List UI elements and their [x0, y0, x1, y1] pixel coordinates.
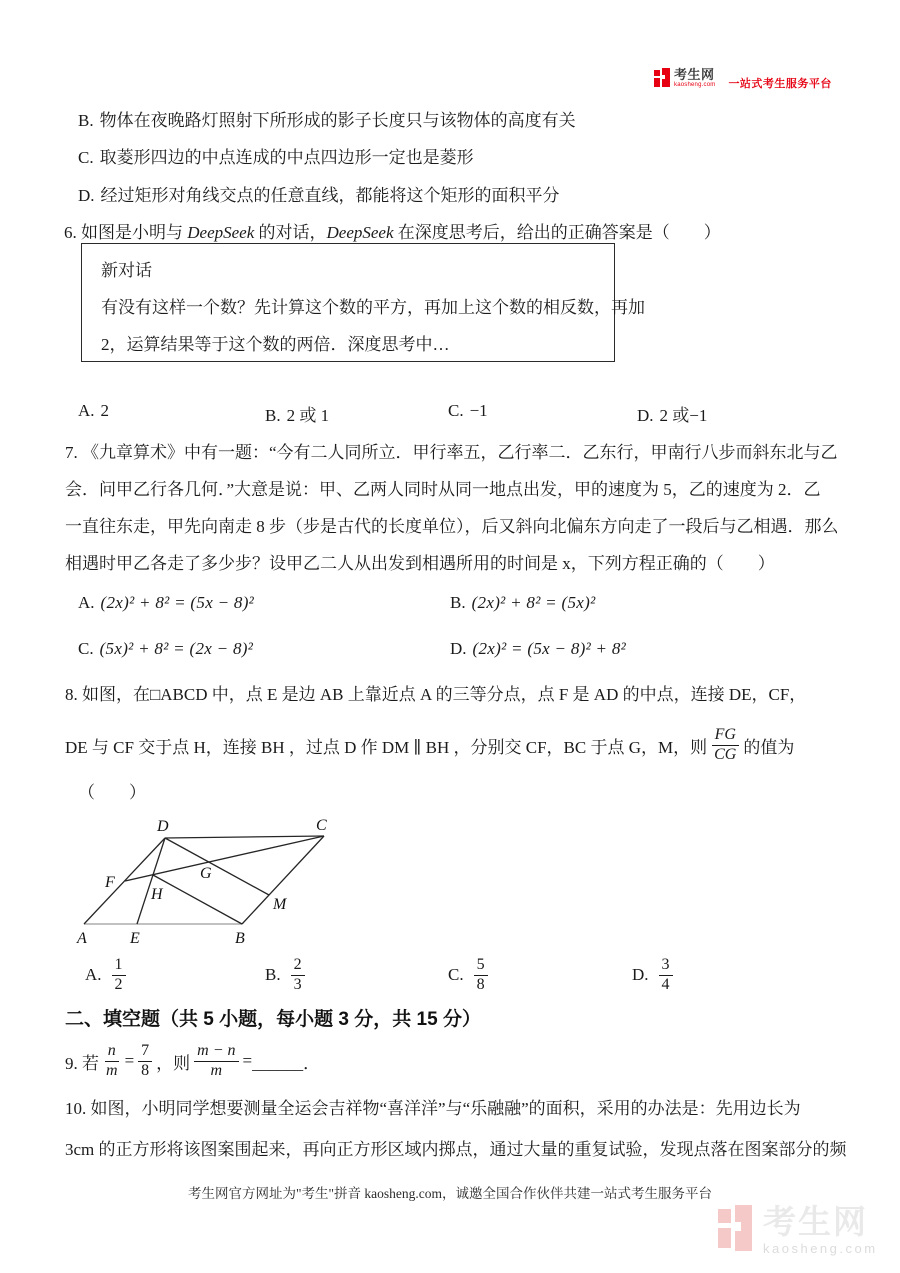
vertex-label-f: F — [105, 874, 115, 891]
option-label: B. — [450, 593, 466, 612]
q7-option-a — [78, 593, 450, 613]
fraction-7-8 — [138, 1042, 152, 1080]
q5-option-b — [78, 106, 576, 131]
option-label: D. — [632, 965, 649, 984]
q6-option-c — [448, 401, 637, 426]
option-label: A. — [78, 593, 95, 612]
fraction-denominator: 2 — [114, 975, 123, 993]
option-label: D. — [78, 186, 95, 205]
fraction-numerator: 3 — [659, 956, 673, 975]
option-text: 2 — [100, 401, 110, 420]
watermark-brand-name: 考生网 — [763, 1203, 868, 1240]
option-formula: (2x)² + 8² = (5x)² — [471, 593, 596, 612]
fraction-numerator: n — [105, 1042, 119, 1061]
option-formula: (2x)² + 8² = (5x − 8)² — [100, 593, 255, 612]
option-text: 2 或−1 — [659, 406, 708, 425]
q8-line1: 8. 如图，在□ABCD 中，点 E 是边 AB 上靠近点 A 的三等分点，点 F 是 AD 的中点，连接 DE，CF， — [65, 685, 807, 704]
logo-tagline: 一站式考生服务平台 — [728, 78, 832, 90]
fraction-fg-cg — [711, 726, 739, 764]
watermark-domain: kaosheng.com — [763, 1241, 878, 1256]
q10-stem — [65, 1088, 847, 1170]
option-text: −1 — [469, 401, 488, 420]
q7-option-c — [78, 639, 450, 659]
equals-sign: = — [124, 1051, 135, 1070]
q9-stem — [65, 1035, 320, 1087]
dialog-line: 2，运算结果等于这个数的两倍．深度思考中… — [101, 335, 450, 354]
q7-option-b — [450, 593, 868, 613]
option-text: 2 或 1 — [286, 406, 330, 425]
fraction-numerator: 7 — [138, 1042, 152, 1061]
vertex-label-h: H — [151, 886, 163, 903]
option-text: 物体在夜晚路灯照射下所形成的影子长度只与该物体的高度有关 — [99, 111, 576, 130]
fraction-numerator: m − n — [194, 1042, 238, 1061]
vertex-label-a: A — [77, 930, 87, 947]
option-label: A. — [78, 401, 95, 420]
q7-line: 会．问甲乙行各几何．”大意是说：甲、乙两人同时从同一地点出发，甲的速度为 5，乙的速度为 2．乙 — [65, 480, 821, 499]
q8-option-b — [265, 956, 448, 994]
kaosheng-h-icon-watermark — [718, 1205, 754, 1251]
q6-stem-mid: 的对话， — [254, 223, 327, 242]
q7-option-d — [450, 639, 868, 659]
vertex-label-e: E — [130, 930, 140, 947]
option-text: 取菱形四边的中点连成的中点四边形一定也是菱形 — [99, 148, 474, 167]
logo-brand-name: 考生网 — [674, 67, 715, 82]
q7-options-grid — [78, 580, 868, 672]
q8-line2-pre: DE 与 CF 交于点 H，连接 BH ，过点 D 作 DM ∥ BH ，分别交 CF，BC 于点 G，M，则 — [65, 737, 708, 757]
q6-option-a — [78, 401, 265, 426]
q5-option-c — [78, 143, 474, 168]
q8-line2-post: 的值为 — [743, 737, 795, 757]
q10-line: 10. 如图，小明同学想要测量全运会吉祥物“喜洋洋”与“乐融融”的面积，采用的办法是：先用边长为 — [65, 1099, 801, 1118]
deepseek-name: DeepSeek — [326, 223, 394, 242]
fraction-numerator: 5 — [474, 956, 488, 975]
answer-blank: ______． — [252, 1053, 321, 1073]
section2-title: 二、填空题（共 5 小题，每小题 3 分，共 15 分） — [65, 1009, 481, 1030]
q5-option-d — [78, 181, 560, 206]
fraction-numerator: 2 — [291, 956, 305, 975]
q6-stem-pre: 6. 如图是小明与 — [64, 223, 188, 242]
deepseek-dialog-box — [81, 243, 645, 362]
q6-stem-post: 在深度思考后，给出的正确答案是（ ） — [393, 223, 721, 242]
kaosheng-logo — [654, 68, 832, 91]
logo-domain: kaosheng.com — [674, 82, 716, 88]
vertex-label-c: C — [316, 817, 327, 834]
q8-option-d — [632, 956, 875, 994]
fraction-numerator: FG — [712, 726, 739, 745]
q7-line: 一直往东走，甲先向南走 8 步（步是古代的长度单位），后又斜向北偏东方向走了一段后与乙相遇．那么 — [65, 517, 839, 536]
dialog-title: 新对话 — [101, 261, 152, 280]
parallelogram-figure — [64, 806, 364, 966]
q7-line: 相遇时甲乙各走了多少步？设甲乙二人从出发到相遇所用的时间是 x，下列方程正确的（ ） — [65, 554, 775, 573]
option-formula: (2x)² = (5x − 8)² + 8² — [472, 639, 627, 658]
fraction-denominator: 3 — [293, 975, 302, 993]
q6-option-b — [265, 401, 448, 426]
deepseek-name: DeepSeek — [187, 223, 255, 242]
option-label: B. — [78, 111, 94, 130]
option-label: C. — [448, 401, 464, 420]
q7-stem — [65, 434, 839, 582]
q6-stem — [64, 218, 721, 243]
q8-options-row — [85, 950, 875, 1000]
option-text: 经过矩形对角线交点的任意直线，都能将这个矩形的面积平分 — [100, 186, 560, 205]
fraction-denominator: m — [210, 1061, 223, 1079]
option-label: B. — [265, 965, 281, 984]
fraction-numerator: 1 — [112, 956, 126, 975]
q6-option-d — [637, 401, 868, 426]
q10-line: 3cm 的正方形将该图案围起来，再向正方形区域内掷点，通过大量的重复试验，发现点落在图案部分的频 — [65, 1140, 847, 1159]
fraction-denominator: 8 — [141, 1061, 150, 1079]
vertex-label-g: G — [200, 865, 212, 882]
fraction-denominator: CG — [714, 745, 737, 763]
fraction-denominator: m — [106, 1061, 118, 1079]
dialog-line: 有没有这样一个数？先计算这个数的平方，再加上这个数的相反数，再加 — [101, 298, 645, 317]
option-formula: (5x)² + 8² = (2x − 8)² — [99, 639, 254, 658]
footer-text: 考生网官方网址为"考生"拼音 kaosheng.com，诚邀全国合作伙伴共建一站式考生服务平台 — [187, 1186, 712, 1201]
q8-line2 — [65, 722, 794, 768]
option-label: C. — [78, 148, 94, 167]
vertex-label-m: M — [273, 896, 287, 913]
kaosheng-h-icon — [654, 68, 671, 87]
equals-sign: = — [242, 1051, 253, 1070]
option-label: B. — [265, 406, 281, 425]
q8-option-a — [85, 956, 265, 994]
option-label: D. — [637, 406, 654, 425]
option-label: C. — [78, 639, 94, 658]
option-label: C. — [448, 965, 464, 984]
q8-option-c — [448, 956, 632, 994]
fraction-denominator: 8 — [476, 975, 485, 993]
q7-line: 7. 《九章算术》中有一题：“今有二人同所立．甲行率五，乙行率二．乙东行，甲南行八步而斜东北与乙 — [65, 443, 838, 462]
vertex-label-b: B — [235, 930, 245, 947]
option-label: D. — [450, 639, 467, 658]
vertex-label-d: D — [157, 818, 169, 835]
kaosheng-watermark — [718, 1205, 878, 1256]
option-label: A. — [85, 965, 102, 984]
fraction-mn-m — [194, 1042, 238, 1080]
fraction-n-m — [103, 1042, 121, 1080]
q9-pre: 9. 若 — [65, 1053, 99, 1073]
q9-mid: ，则 — [156, 1053, 191, 1073]
q8-answer-parens: （ ） — [78, 783, 146, 802]
q6-options-row — [78, 401, 868, 426]
fraction-denominator: 4 — [661, 975, 670, 993]
